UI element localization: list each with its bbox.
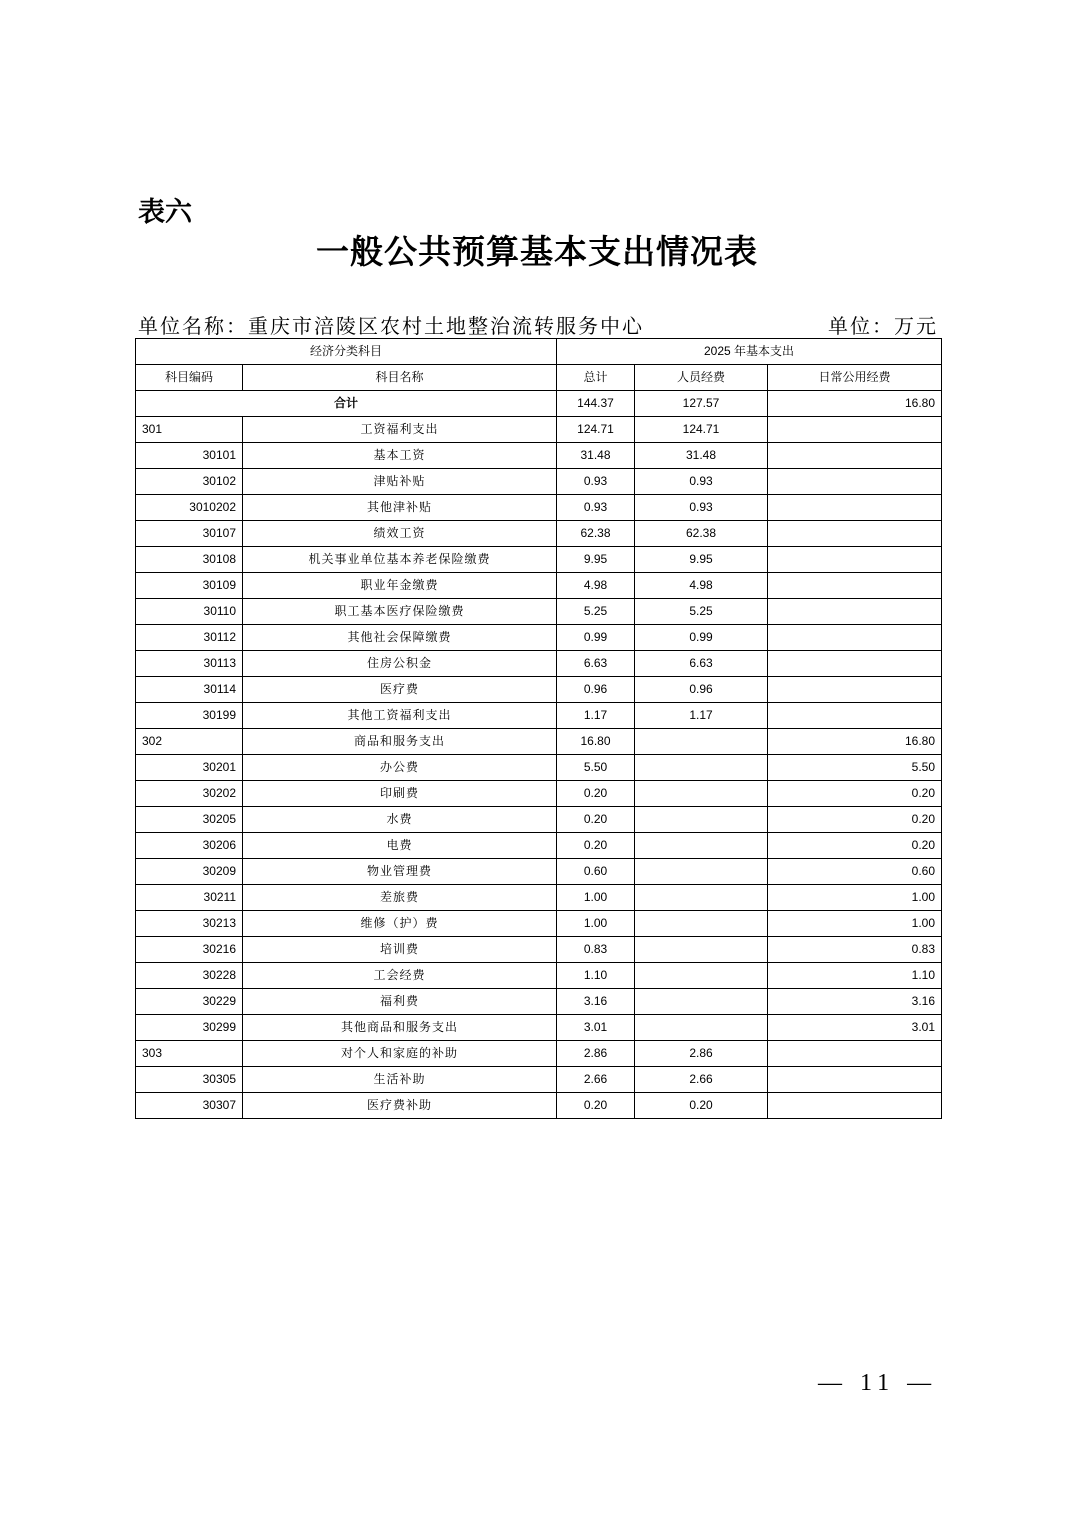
- row-total: 9.95: [557, 547, 635, 573]
- table-row: [136, 677, 942, 703]
- row-name: 职业年金缴费: [243, 573, 557, 599]
- row-personnel: 31.48: [635, 443, 768, 469]
- header-personnel: 人员经费: [635, 365, 768, 391]
- row-personnel: [635, 911, 768, 937]
- row-code: 30299: [136, 1015, 243, 1041]
- row-code: 302: [136, 729, 243, 755]
- table-row: [136, 885, 942, 911]
- row-personnel: [635, 807, 768, 833]
- table-row: [136, 495, 942, 521]
- row-code: 30229: [136, 989, 243, 1015]
- currency-unit: 单位：万元: [828, 314, 938, 338]
- row-name: 其他工资福利支出: [243, 703, 557, 729]
- row-total: 0.93: [557, 495, 635, 521]
- row-personnel: [635, 937, 768, 963]
- table-row: [136, 1015, 942, 1041]
- header-basic-expenditure: 2025 年基本支出: [557, 339, 942, 365]
- row-total: 0.60: [557, 859, 635, 885]
- row-personnel: [635, 1015, 768, 1041]
- row-public: 0.60: [768, 859, 942, 885]
- row-code: 30216: [136, 937, 243, 963]
- row-name: 对个人和家庭的补助: [243, 1041, 557, 1067]
- row-name: 办公费: [243, 755, 557, 781]
- row-total: 62.38: [557, 521, 635, 547]
- row-name: 其他津补贴: [243, 495, 557, 521]
- row-name: 职工基本医疗保险缴费: [243, 599, 557, 625]
- table-row: [136, 1093, 942, 1119]
- row-personnel: 124.71: [635, 417, 768, 443]
- row-personnel: 0.93: [635, 469, 768, 495]
- row-public: [768, 703, 942, 729]
- table-row: [136, 911, 942, 937]
- row-total: 1.00: [557, 911, 635, 937]
- row-public: [768, 547, 942, 573]
- table-row: [136, 651, 942, 677]
- row-total: 2.66: [557, 1067, 635, 1093]
- row-total: 0.83: [557, 937, 635, 963]
- row-code: 30108: [136, 547, 243, 573]
- row-code: 30307: [136, 1093, 243, 1119]
- table-row: [136, 417, 942, 443]
- row-code: 30206: [136, 833, 243, 859]
- table-header-group-row: [136, 339, 942, 365]
- sum-public: 16.80: [768, 391, 942, 417]
- row-code: 30211: [136, 885, 243, 911]
- row-code: 30112: [136, 625, 243, 651]
- row-total: 4.98: [557, 573, 635, 599]
- row-personnel: 0.20: [635, 1093, 768, 1119]
- row-name: 物业管理费: [243, 859, 557, 885]
- table-row: [136, 963, 942, 989]
- row-total: 5.50: [557, 755, 635, 781]
- table-row: [136, 989, 942, 1015]
- row-name: 商品和服务支出: [243, 729, 557, 755]
- row-public: 3.16: [768, 989, 942, 1015]
- header-name: 科目名称: [243, 365, 557, 391]
- table-row: [136, 807, 942, 833]
- row-total: 31.48: [557, 443, 635, 469]
- row-public: 16.80: [768, 729, 942, 755]
- header-total: 总计: [557, 365, 635, 391]
- row-personnel: 62.38: [635, 521, 768, 547]
- row-personnel: 9.95: [635, 547, 768, 573]
- row-personnel: [635, 989, 768, 1015]
- row-total: 124.71: [557, 417, 635, 443]
- header-economic-category: 经济分类科目: [136, 339, 557, 365]
- row-public: [768, 625, 942, 651]
- row-public: 5.50: [768, 755, 942, 781]
- row-public: [768, 417, 942, 443]
- row-code: 30114: [136, 677, 243, 703]
- row-personnel: 0.99: [635, 625, 768, 651]
- row-name: 医疗费补助: [243, 1093, 557, 1119]
- table-row: [136, 755, 942, 781]
- table-row: [136, 729, 942, 755]
- row-name: 电费: [243, 833, 557, 859]
- row-personnel: [635, 833, 768, 859]
- row-total: 0.93: [557, 469, 635, 495]
- row-name: 工会经费: [243, 963, 557, 989]
- row-total: 0.20: [557, 1093, 635, 1119]
- row-personnel: [635, 755, 768, 781]
- sum-personnel: 127.57: [635, 391, 768, 417]
- row-name: 水费: [243, 807, 557, 833]
- row-name: 印刷费: [243, 781, 557, 807]
- row-personnel: 0.96: [635, 677, 768, 703]
- row-code: 30199: [136, 703, 243, 729]
- row-public: 0.20: [768, 833, 942, 859]
- table-row: [136, 781, 942, 807]
- sum-label: 合计: [136, 391, 557, 417]
- row-name: 福利费: [243, 989, 557, 1015]
- row-personnel: 2.86: [635, 1041, 768, 1067]
- row-personnel: 1.17: [635, 703, 768, 729]
- row-public: 0.20: [768, 807, 942, 833]
- row-name: 其他商品和服务支出: [243, 1015, 557, 1041]
- row-name: 津贴补贴: [243, 469, 557, 495]
- row-code: 30209: [136, 859, 243, 885]
- row-public: [768, 1041, 942, 1067]
- row-name: 差旅费: [243, 885, 557, 911]
- row-total: 0.20: [557, 807, 635, 833]
- table-row: [136, 521, 942, 547]
- row-total: 6.63: [557, 651, 635, 677]
- page-number: — 11 —: [818, 1370, 938, 1396]
- row-name: 维修（护）费: [243, 911, 557, 937]
- row-personnel: 6.63: [635, 651, 768, 677]
- row-code: 30107: [136, 521, 243, 547]
- row-code: 30228: [136, 963, 243, 989]
- row-total: 3.01: [557, 1015, 635, 1041]
- row-code: 30202: [136, 781, 243, 807]
- row-code: 303: [136, 1041, 243, 1067]
- row-total: 1.17: [557, 703, 635, 729]
- row-code: 301: [136, 417, 243, 443]
- table-row: [136, 937, 942, 963]
- header-public: 日常公用经费: [768, 365, 942, 391]
- row-code: 30205: [136, 807, 243, 833]
- row-total: 3.16: [557, 989, 635, 1015]
- row-personnel: [635, 729, 768, 755]
- row-code: 30305: [136, 1067, 243, 1093]
- table-row: [136, 859, 942, 885]
- row-total: 0.20: [557, 781, 635, 807]
- table-row: [136, 547, 942, 573]
- row-total: 5.25: [557, 599, 635, 625]
- table-row: [136, 1041, 942, 1067]
- row-personnel: [635, 963, 768, 989]
- row-name: 其他社会保障缴费: [243, 625, 557, 651]
- unit-info-line: [138, 310, 938, 338]
- row-total: 0.99: [557, 625, 635, 651]
- row-personnel: 5.25: [635, 599, 768, 625]
- row-total: 0.20: [557, 833, 635, 859]
- row-code: 30201: [136, 755, 243, 781]
- row-total: 0.96: [557, 677, 635, 703]
- table-row: [136, 833, 942, 859]
- row-personnel: [635, 859, 768, 885]
- row-name: 基本工资: [243, 443, 557, 469]
- row-public: [768, 651, 942, 677]
- table-row: [136, 703, 942, 729]
- table-header-row: [136, 365, 942, 391]
- row-personnel: 0.93: [635, 495, 768, 521]
- row-personnel: 2.66: [635, 1067, 768, 1093]
- row-total: 16.80: [557, 729, 635, 755]
- row-name: 住房公积金: [243, 651, 557, 677]
- row-public: [768, 521, 942, 547]
- row-total: 2.86: [557, 1041, 635, 1067]
- row-code: 30102: [136, 469, 243, 495]
- row-name: 机关事业单位基本养老保险缴费: [243, 547, 557, 573]
- row-public: [768, 573, 942, 599]
- row-public: [768, 469, 942, 495]
- row-total: 1.00: [557, 885, 635, 911]
- row-public: [768, 1093, 942, 1119]
- row-public: 1.00: [768, 885, 942, 911]
- row-public: 0.83: [768, 937, 942, 963]
- row-public: [768, 443, 942, 469]
- table-sum-row: [136, 391, 942, 417]
- row-public: [768, 495, 942, 521]
- row-personnel: 4.98: [635, 573, 768, 599]
- row-code: 30101: [136, 443, 243, 469]
- row-name: 工资福利支出: [243, 417, 557, 443]
- row-public: [768, 1067, 942, 1093]
- row-code: 30113: [136, 651, 243, 677]
- row-public: 1.10: [768, 963, 942, 989]
- budget-table: [135, 338, 942, 1119]
- header-code: 科目编码: [136, 365, 243, 391]
- table-row: [136, 599, 942, 625]
- row-public: [768, 599, 942, 625]
- row-name: 医疗费: [243, 677, 557, 703]
- row-name: 生活补助: [243, 1067, 557, 1093]
- row-code: 30110: [136, 599, 243, 625]
- table-row: [136, 443, 942, 469]
- row-personnel: [635, 885, 768, 911]
- table-row: [136, 625, 942, 651]
- row-public: 0.20: [768, 781, 942, 807]
- row-personnel: [635, 781, 768, 807]
- table-number-label: 表六: [138, 197, 192, 228]
- row-code: 30109: [136, 573, 243, 599]
- row-code: 30213: [136, 911, 243, 937]
- row-public: 1.00: [768, 911, 942, 937]
- row-total: 1.10: [557, 963, 635, 989]
- row-public: [768, 677, 942, 703]
- table-row: [136, 573, 942, 599]
- table-row: [136, 1067, 942, 1093]
- row-public: 3.01: [768, 1015, 942, 1041]
- row-name: 绩效工资: [243, 521, 557, 547]
- organization-name: 单位名称：重庆市涪陵区农村土地整治流转服务中心: [138, 314, 644, 338]
- row-code: 3010202: [136, 495, 243, 521]
- sum-total: 144.37: [557, 391, 635, 417]
- page-title: 一般公共预算基本支出情况表: [316, 232, 758, 271]
- table-row: [136, 469, 942, 495]
- row-name: 培训费: [243, 937, 557, 963]
